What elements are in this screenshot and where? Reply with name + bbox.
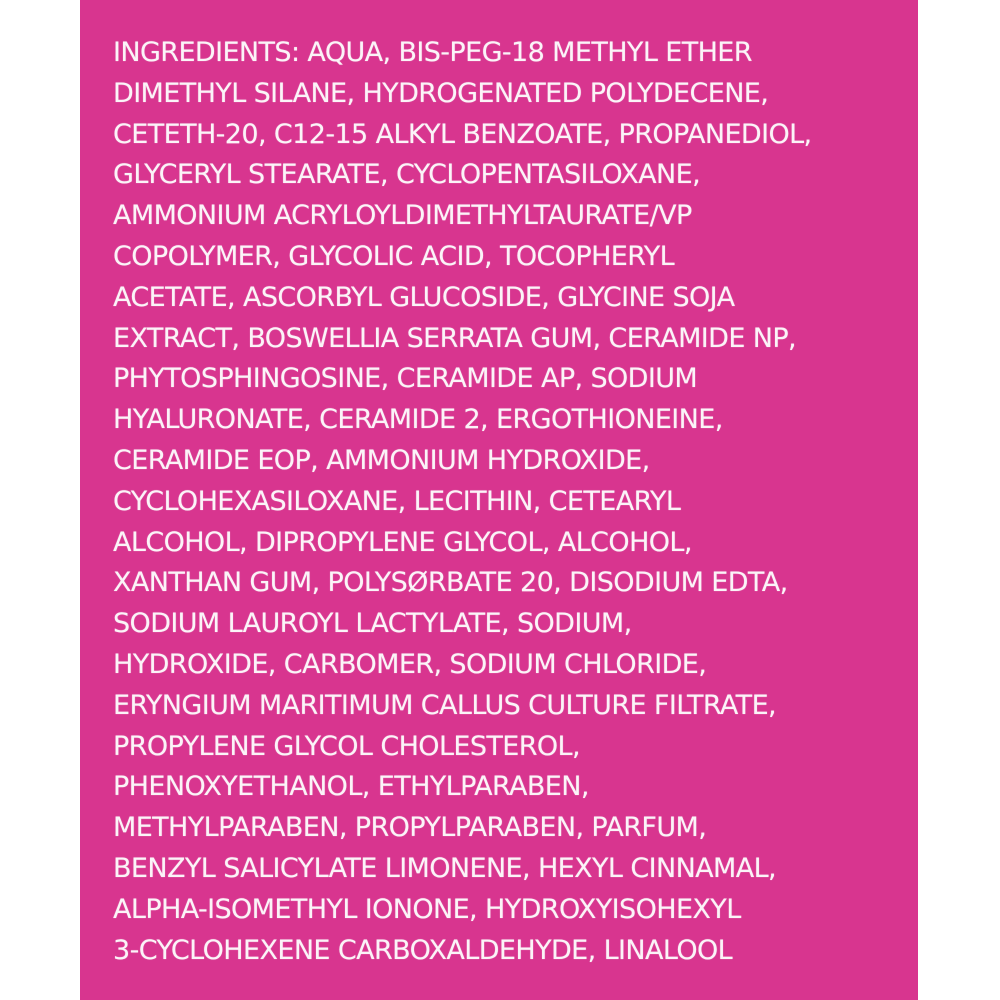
ingredients-line-3: CETETH-20, C12-15 ALKYL BENZOATE, PROPANEDIOL, xyxy=(113,118,812,150)
ingredients-list xyxy=(113,33,913,971)
ingredients-line-8: EXTRACT, BOSWELLIA SERRATA GUM, CERAMIDE NP, xyxy=(113,322,797,354)
ingredients-line-2: DIMETHYL SILANE, HYDROGENATED POLYDECENE, xyxy=(113,77,769,109)
ingredients-line-9: PHYTOSPHINGOSINE, CERAMIDE AP, SODIUM xyxy=(113,363,698,395)
ingredients-line-15: SODIUM LAUROYL LACTYLATE, SODIUM, xyxy=(113,608,632,640)
ingredients-line-14: XANTHAN GUM, POLYSØRBATE 20, DISODIUM EDTA, xyxy=(113,567,788,599)
ingredients-line-5: AMMONIUM ACRYLOYLDIMETHYLTAURATE/VP xyxy=(113,200,692,232)
ingredients-line-17: ERYNGIUM MARITIMUM CALLUS CULTURE FILTRATE, xyxy=(113,689,777,721)
ingredients-line-16: HYDROXIDE, CARBOMER, SODIUM CHLORIDE, xyxy=(113,648,707,680)
ingredients-line-23: 3-CYCLOHEXENE CARBOXALDEHYDE, LINALOOL xyxy=(113,934,733,966)
ingredients-line-21: BENZYL SALICYLATE LIMONENE, HEXYL CINNAMAL, xyxy=(113,852,777,884)
ingredients-line-11: CERAMIDE EOP, AMMONIUM HYDROXIDE, xyxy=(113,444,650,476)
ingredients-line-10: HYALURONATE, CERAMIDE 2, ERGOTHIONEINE, xyxy=(113,404,723,436)
ingredients-line-19: PHENOXYETHANOL, ETHYLPARABEN, xyxy=(113,771,589,803)
ingredients-line-13: ALCOHOL, DIPROPYLENE GLYCOL, ALCOHOL, xyxy=(113,526,692,558)
ingredients-line-12: CYCLOHEXASILOXANE, LECITHIN, CETEARYL xyxy=(113,485,681,517)
ingredients-line-18: PROPYLENE GLYCOL CHOLESTEROL, xyxy=(113,730,580,762)
ingredients-line-1: INGREDIENTS: AQUA, BIS-PEG-18 METHYL ETHER xyxy=(113,37,752,68)
ingredients-line-4: GLYCERYL STEARATE, CYCLOPENTASILOXANE, xyxy=(113,159,701,191)
ingredients-line-7: ACETATE, ASCORBYL GLUCOSIDE, GLYCINE SOJA xyxy=(113,281,735,313)
ingredients-line-22: ALPHA-ISOMETHYL IONONE, HYDROXYISOHEXYL xyxy=(113,893,741,925)
ingredients-line-20: METHYLPARABEN, PROPYLPARABEN, PARFUM, xyxy=(113,812,707,844)
ingredients-label-panel xyxy=(80,0,918,1000)
ingredients-line-6: COPOLYMER, GLYCOLIC ACID, TOCOPHERYL xyxy=(113,240,675,272)
